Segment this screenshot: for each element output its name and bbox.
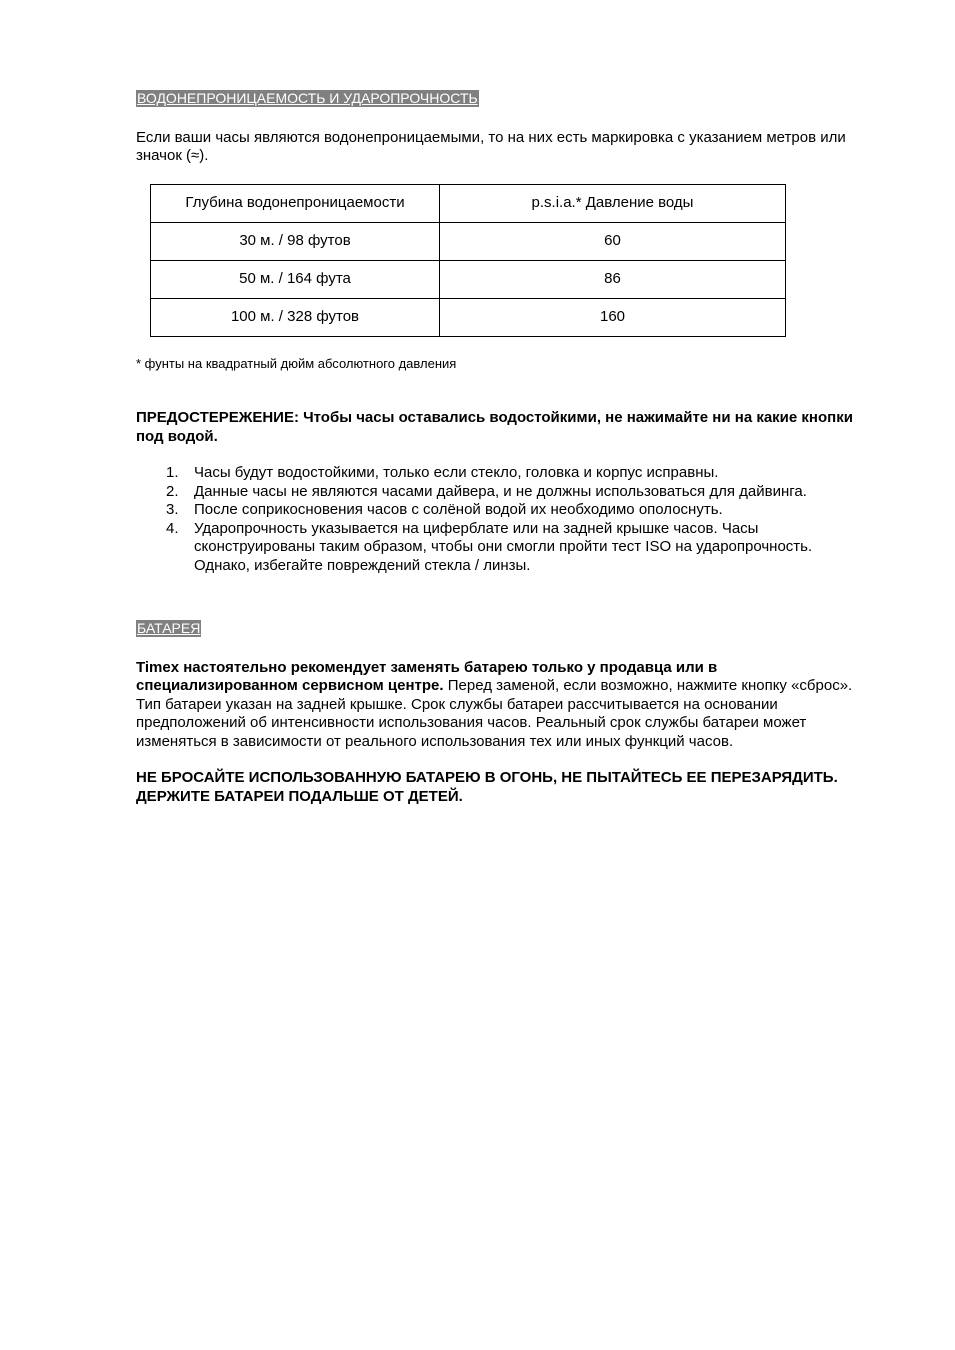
list-item [136,464,872,483]
list-item-number: 4. [166,519,179,537]
table-footnote: * фунты на квадратный дюйм абсолютного давления [136,355,457,371]
battery-paragraph [136,659,872,752]
table-header-row [151,184,786,222]
table-cell-pressure: 60 [440,222,786,260]
water-notes-list [136,464,872,575]
list-item-text: Данные часы не являются часами дайвера, и не должны использоваться для дайвинга. [194,482,807,500]
table-cell-pressure: 160 [440,298,786,336]
list-item-text: Ударопрочность указывается на циферблате или на задней крышке часов. Часы сконструированы таким образом, чтобы они смогли пройти тест ISO на ударопрочность. Однако, избегайте повреждений стекла / линзы. [194,519,813,574]
water-resistance-table [150,184,786,337]
list-item-text: Часы будут водостойкими, только если стекло, головка и корпус исправны. [194,464,719,481]
table-cell-pressure: 86 [440,260,786,298]
list-item-number: 2. [166,482,179,500]
battery-section [136,620,872,806]
list-item [136,520,872,576]
battery-paragraph-bold: Timex настоятельно рекомендует заменять батарею только у продавца или в специализированном сервисном центре. [136,658,718,694]
table-row [151,298,786,336]
list-item-number: 3. [166,501,179,518]
battery-paragraph-rest: Перед заменой, если возможно, нажмите кнопку «сброс». Тип батареи указан на задней крышке. Срок службы батареи рассчитывается на основании предположений об интенсивности использования часов. Реальный срок службы батареи может изменяться в зависимости от реального использования тех или иных функций часов. [136,677,853,750]
table-row [151,260,786,298]
table-cell-depth: 100 м. / 328 футов [151,298,440,336]
section-heading-battery: БАТАРЕЯ [137,620,201,636]
table-cell-depth: 50 м. / 164 фута [151,260,440,298]
list-item [136,501,872,520]
water-section [136,90,872,575]
list-item-text: После соприкосновения часов с солёной водой их необходимо ополоснуть. [194,501,723,518]
list-item-number: 1. [166,464,179,481]
table-cell-depth: 30 м. / 98 футов [151,222,440,260]
table-header-depth: Глубина водонепроницаемости [151,184,440,222]
list-item [136,483,872,502]
water-intro-paragraph: Если ваши часы являются водонепроницаемыми, то на них есть маркировка с указанием метров или значок (≈). [136,128,846,164]
battery-warning: НЕ БРОСАЙТЕ ИСПОЛЬЗОВАННУЮ БАТАРЕЮ В ОГОНЬ, НЕ ПЫТАЙТЕСЬ ЕЕ ПЕРЕЗАРЯДИТЬ. ДЕРЖИТЕ БАТАРЕИ ПОДАЛЬШЕ ОТ ДЕТЕЙ. [136,769,838,805]
caution-paragraph: ПРЕДОСТЕРЕЖЕНИЕ: Чтобы часы оставались водостойкими, не нажимайте ни на какие кнопки под водой. [136,409,853,445]
section-heading-water: ВОДОНЕПРОНИЦАЕМОСТЬ И УДАРОПРОЧНОСТЬ [137,90,478,106]
table-row [151,222,786,260]
document-page [136,90,872,806]
table-header-pressure: p.s.i.a.* Давление воды [440,184,786,222]
